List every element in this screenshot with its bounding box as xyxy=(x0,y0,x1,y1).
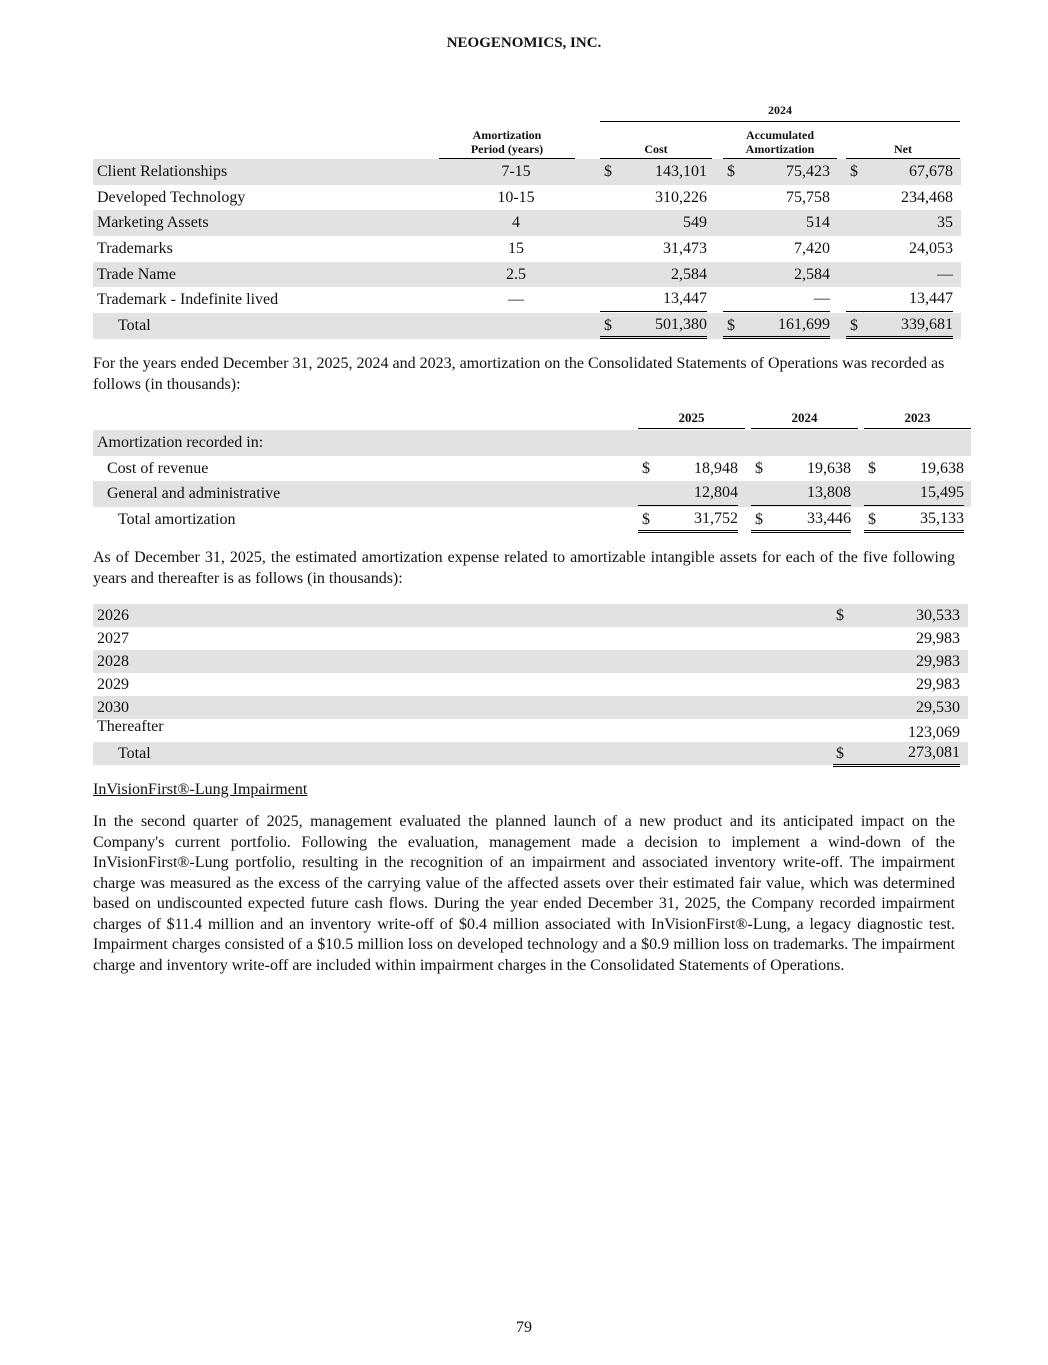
paragraph-amortization-intro: For the years ended December 31, 2025, 2024 and 2023, amortization on the Consolidated Statements of Operations was recorded as follows (in thousands): xyxy=(93,355,945,393)
col-header-2023: 2023 xyxy=(864,410,971,429)
row-label: Cost of revenue xyxy=(107,459,209,477)
currency-symbol: $ xyxy=(868,459,876,477)
currency-symbol: $ xyxy=(850,317,858,335)
row-label: 2030 xyxy=(97,699,129,716)
col-header-net: Net xyxy=(846,142,960,159)
table-row xyxy=(93,627,968,650)
currency-symbol: $ xyxy=(836,607,844,624)
currency-symbol: $ xyxy=(604,317,612,335)
row-label: 2029 xyxy=(97,676,129,693)
row-cost: 310,226 xyxy=(655,188,707,206)
row-period: 7-15 xyxy=(501,163,531,180)
table-row xyxy=(93,604,968,627)
future-rows xyxy=(93,604,968,765)
row-label: 2027 xyxy=(97,630,129,647)
currency-symbol: $ xyxy=(868,511,876,529)
table-total-row xyxy=(93,742,968,765)
currency-symbol: $ xyxy=(604,163,612,180)
row-accumulated: 75,423 xyxy=(786,163,830,180)
row-value: 29,983 xyxy=(916,653,960,670)
row-value-2023: 19,638 xyxy=(920,459,964,477)
currency-symbol: $ xyxy=(850,163,858,180)
section-row xyxy=(93,430,971,456)
row-value: 123,069 xyxy=(833,721,960,746)
total-label: Total amortization xyxy=(118,511,236,529)
row-accumulated: 75,758 xyxy=(786,188,830,206)
table-row xyxy=(93,210,961,236)
company-name: NEOGENOMICS, INC. xyxy=(446,35,602,51)
total-value-2024: 33,446 xyxy=(751,507,851,533)
currency-symbol: $ xyxy=(727,163,735,180)
row-accumulated: 7,420 xyxy=(794,240,830,258)
table-row xyxy=(93,456,971,482)
row-net: 13,447 xyxy=(846,287,953,312)
row-label: Thereafter xyxy=(97,718,164,735)
col-header-2025: 2025 xyxy=(638,410,745,429)
table-row xyxy=(93,481,971,507)
row-net: 35 xyxy=(937,214,953,232)
table-row xyxy=(93,262,961,288)
row-label: 2028 xyxy=(97,653,129,670)
row-value: 29,530 xyxy=(916,699,960,716)
row-net: 234,468 xyxy=(901,188,953,206)
total-accumulated: 161,699 xyxy=(723,313,830,339)
row-net: 67,678 xyxy=(909,163,953,180)
row-value-2024: 19,638 xyxy=(807,459,851,477)
row-label: General and administrative xyxy=(107,485,281,503)
table-row xyxy=(93,696,968,719)
impairment-paragraph: In the second quarter of 2025, management evaluated the planned launch of a new product and its anticipated impact on the Company's current portfolio. Following the evaluation, management made a decision to implement a wind-down of the InVisionFirst®-Lung portfolio, resulting in the recognition of an impairment and associated inventory write-off. The impairment charge was measured as the excess of the carrying value of the affected assets over their estimated fair value, which was determined based on undiscounted expected future cash flows. During the year ended December 31, 2025, the Company recorded impairment charges of $11.4 million and an inventory write-off of $0.4 million associated with InVisionFirst®-Lung, a legacy diagnostic test. Impairment charges consisted of a $10.5 million loss on developed technology and a $0.9 million loss on trademarks. The impairment charge and inventory write-off are included within impairment charges in the Consolidated Statements of Operations. xyxy=(93,813,955,974)
currency-symbol: $ xyxy=(727,317,735,335)
row-cost: 31,473 xyxy=(663,240,707,258)
row-accumulated: 514 xyxy=(806,214,830,232)
intangible-rows xyxy=(93,159,961,339)
section-label: Amortization recorded in: xyxy=(97,434,264,451)
row-label: Marketing Assets xyxy=(97,214,209,232)
row-period: — xyxy=(508,291,524,309)
total-value-2023: 35,133 xyxy=(864,507,964,533)
total-net: 339,681 xyxy=(846,313,953,339)
table-row xyxy=(93,159,961,185)
row-label: 2026 xyxy=(97,607,129,624)
row-accumulated: 2,584 xyxy=(794,265,830,283)
row-cost: 549 xyxy=(683,214,707,232)
table-row xyxy=(93,650,968,673)
row-period: 10-15 xyxy=(497,188,535,206)
row-net: — xyxy=(937,265,953,283)
row-period: 15 xyxy=(508,240,524,258)
currency-symbol: $ xyxy=(642,459,650,477)
total-value-2025: 31,752 xyxy=(638,507,738,533)
col-header-accumulated: Accumulated Amortization xyxy=(723,128,837,159)
currency-symbol: $ xyxy=(836,745,844,762)
table-row xyxy=(93,719,968,742)
col-header-period: Amortization Period (years) xyxy=(439,128,575,159)
col-header-2024: 2024 xyxy=(751,410,858,429)
row-cost: 13,447 xyxy=(600,287,707,312)
total-label: Total xyxy=(118,317,151,335)
row-label: Trademarks xyxy=(97,240,173,258)
currency-symbol: $ xyxy=(755,511,763,529)
table-total-row xyxy=(93,507,971,533)
row-net: 24,053 xyxy=(909,240,953,258)
currency-symbol: $ xyxy=(642,511,650,529)
row-value: 29,983 xyxy=(916,630,960,647)
row-value-2023: 15,495 xyxy=(864,481,964,506)
col-header-cost: Cost xyxy=(600,142,712,159)
row-cost: 2,584 xyxy=(671,265,707,283)
row-period: 4 xyxy=(512,214,520,232)
total-label: Total xyxy=(118,745,151,762)
table-row xyxy=(93,185,961,211)
row-value-2025: 18,948 xyxy=(694,459,738,477)
row-value: 29,983 xyxy=(916,676,960,693)
total-cost: 501,380 xyxy=(600,313,707,339)
page-number: 79 xyxy=(516,1319,532,1336)
row-label: Developed Technology xyxy=(97,188,246,206)
row-value-2024: 13,808 xyxy=(751,481,851,506)
table-row xyxy=(93,287,961,313)
amortization-rows xyxy=(93,430,971,533)
paragraph-future-intro: As of December 31, 2025, the estimated amortization expense related to amortizable intangible assets for each of the five following years and thereafter is as follows (in thousands): xyxy=(93,549,955,587)
row-value-2025: 12,804 xyxy=(638,481,738,506)
impairment-heading: InVisionFirst®-Lung Impairment xyxy=(93,781,308,798)
row-label: Client Relationships xyxy=(97,163,228,180)
row-label: Trademark - Indefinite lived xyxy=(97,291,279,309)
row-label: Trade Name xyxy=(97,265,176,283)
row-value: 30,533 xyxy=(916,607,960,624)
row-cost: 143,101 xyxy=(655,163,707,180)
table-total-row xyxy=(93,313,961,339)
table-row xyxy=(93,236,961,262)
row-accumulated: — xyxy=(723,287,830,312)
total-value: 273,081 xyxy=(833,742,960,767)
currency-symbol: $ xyxy=(755,459,763,477)
row-period: 2.5 xyxy=(506,265,526,283)
table-row xyxy=(93,673,968,696)
year-header: 2024 xyxy=(600,103,960,122)
